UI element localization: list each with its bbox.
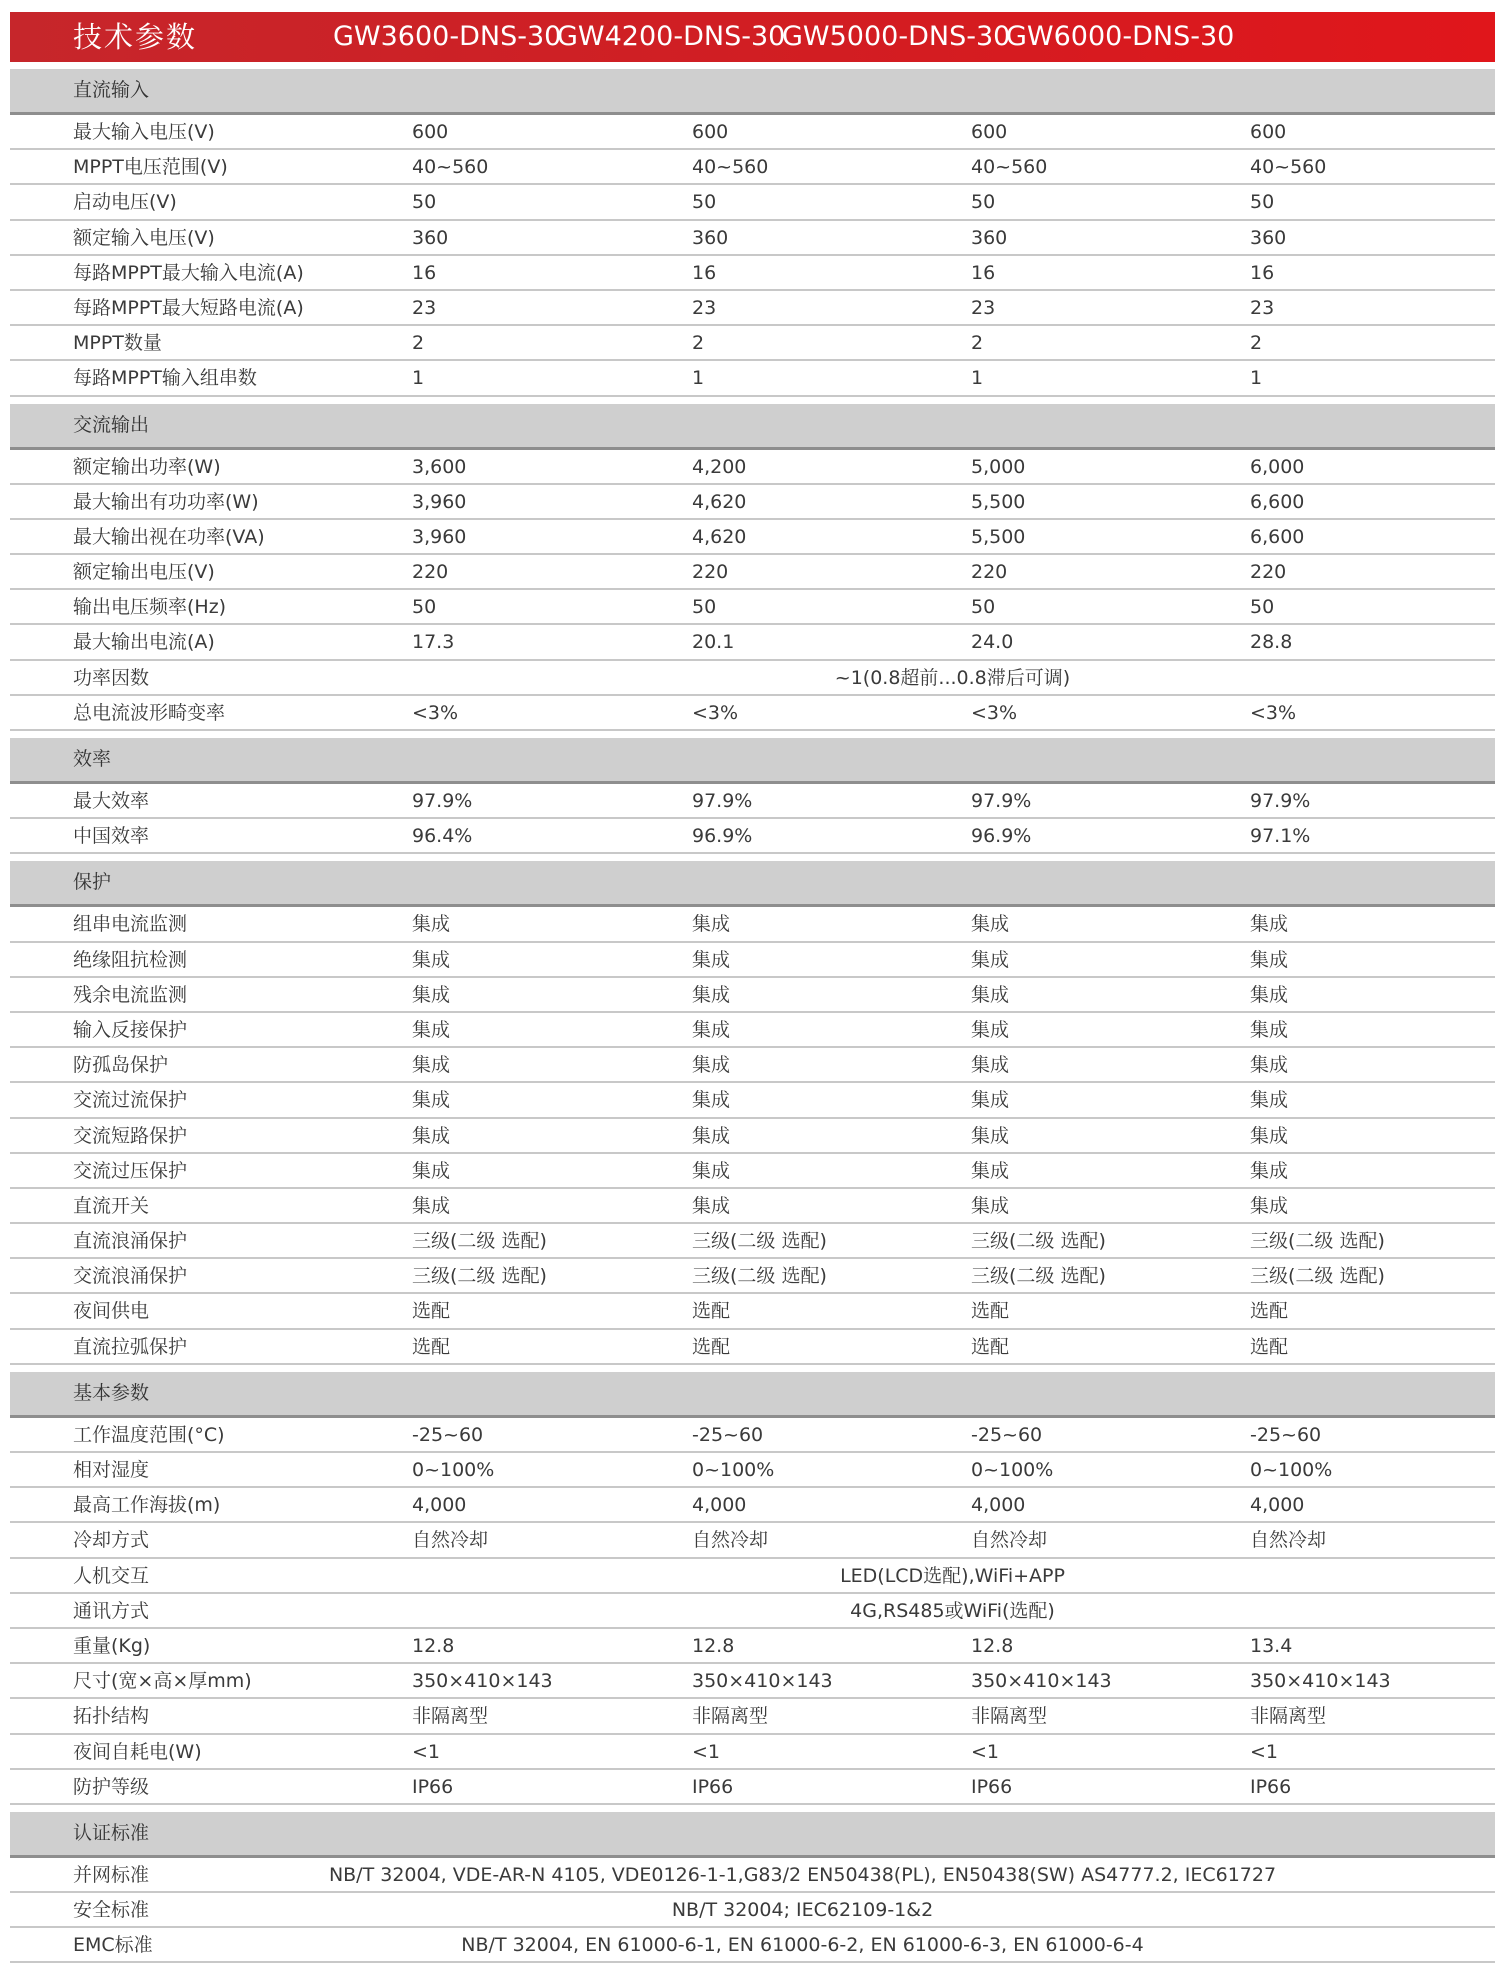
spec-label: 启动电压(V): [73, 191, 177, 214]
spec-value-model-3: 12.8: [971, 1634, 1014, 1657]
spec-label: 额定输出功率(W): [73, 455, 221, 478]
spec-value-model-1: 集成: [412, 983, 451, 1006]
spec-label: 夜间供电: [73, 1300, 150, 1323]
spec-value-model-3: <3%: [971, 701, 1018, 724]
spec-value-model-4: 1: [1250, 367, 1263, 390]
section-header: [10, 1372, 1495, 1418]
spec-row: [10, 784, 1495, 819]
spec-label: 并网标准: [73, 1863, 150, 1886]
spec-value-model-1: 3,960: [412, 490, 467, 513]
spec-value-model-1: 集成: [412, 1018, 451, 1041]
spec-value-model-4: 集成: [1250, 948, 1289, 971]
spec-value-model-4: 集成: [1250, 1054, 1289, 1077]
spec-value-model-2: 0~100%: [692, 1459, 775, 1481]
spec-value-model-1: <3%: [412, 701, 459, 724]
spec-value-model-4: -25~60: [1250, 1423, 1322, 1446]
spec-label: 每路MPPT输入组串数: [73, 367, 257, 390]
spec-value-model-4: 50: [1250, 191, 1275, 214]
model-header-4: GW6000-DNS-30: [1006, 21, 1235, 52]
spec-value-model-4: 2: [1250, 332, 1263, 355]
spec-label: 直流开关: [73, 1194, 150, 1217]
spec-value-model-3: 非隔离型: [971, 1705, 1048, 1728]
spec-label: 最大输出电流(A): [73, 631, 215, 654]
spec-row: [10, 1858, 1495, 1893]
spec-value-model-1: 自然冷却: [412, 1529, 489, 1552]
spec-label: 安全标准: [73, 1899, 150, 1922]
spec-label: 直流浪涌保护: [73, 1230, 188, 1253]
spec-label: 重量(Kg): [73, 1634, 151, 1657]
spec-row: [10, 696, 1495, 731]
spec-label: MPPT数量: [73, 332, 162, 355]
spec-row: [10, 1294, 1495, 1329]
model-header-2: GW4200-DNS-30: [557, 21, 786, 52]
spec-row: [10, 361, 1495, 396]
spec-row: [10, 1523, 1495, 1558]
page-title: 技术参数: [73, 20, 198, 54]
section-header: [10, 404, 1495, 450]
spec-label: 最大输入电压(V): [73, 121, 215, 143]
spec-value-model-3: 97.9%: [971, 790, 1032, 812]
spec-label: 每路MPPT最大输入电流(A): [73, 261, 304, 284]
spec-row: [10, 485, 1495, 520]
spec-value-model-1: -25~60: [412, 1423, 484, 1446]
spec-value-model-2: 350×410×143: [692, 1670, 833, 1693]
spec-value-model-1: 3,600: [412, 455, 467, 478]
spec-label: 最大效率: [73, 790, 150, 812]
spec-value-model-3: 360: [971, 226, 1008, 249]
spec-value-model-1: 集成: [412, 1089, 451, 1112]
spec-value-model-2: 集成: [692, 913, 731, 936]
spec-value-model-3: 16: [971, 261, 996, 284]
spec-value-model-3: 5,500: [971, 525, 1026, 548]
spec-value-all-models: ~1(0.8超前...0.8滞后可调): [834, 666, 1071, 689]
spec-value-model-2: 600: [692, 121, 729, 143]
spec-value-model-3: 96.9%: [971, 825, 1032, 848]
spec-label: 组串电流监测: [73, 913, 188, 936]
spec-value-model-1: 选配: [412, 1335, 451, 1358]
spec-value-model-4: <1: [1250, 1740, 1279, 1763]
spec-value-model-2: 4,620: [692, 490, 747, 513]
spec-value-model-4: 集成: [1250, 1018, 1289, 1041]
spec-value-model-1: 集成: [412, 1054, 451, 1077]
spec-value-model-1: 23: [412, 296, 437, 319]
spec-value-all-models: NB/T 32004, VDE-AR-N 4105, VDE0126-1-1,G83/2 EN50438(PL), EN50438(SW) AS4777.2, IEC61727: [328, 1863, 1277, 1886]
spec-value-model-3: 4,000: [971, 1494, 1026, 1517]
spec-label: 防孤岛保护: [73, 1054, 169, 1077]
spec-row: [10, 819, 1495, 854]
spec-value-all-models: 4G,RS485或WiFi(选配): [850, 1599, 1055, 1622]
spec-value-model-4: 360: [1250, 226, 1287, 249]
spec-label: 防护等级: [73, 1775, 150, 1798]
spec-row: [10, 1259, 1495, 1294]
spec-value-model-4: 6,600: [1250, 525, 1305, 548]
spec-value-model-2: 97.9%: [692, 790, 753, 812]
spec-value-model-4: 350×410×143: [1250, 1670, 1391, 1693]
spec-row: [10, 326, 1495, 361]
spec-value-model-1: 40~560: [412, 156, 489, 179]
model-header-1: GW3600-DNS-30: [333, 21, 562, 52]
spec-value-model-4: 三级(二级 选配): [1250, 1230, 1385, 1253]
spec-label: 直流拉弧保护: [73, 1335, 188, 1358]
spec-label: 功率因数: [73, 666, 150, 689]
spec-value-model-4: <3%: [1250, 701, 1297, 724]
spec-label: 最大输出有功功率(W): [73, 490, 259, 513]
spec-value-model-2: 集成: [692, 1124, 731, 1147]
spec-value-model-2: 23: [692, 296, 717, 319]
spec-row: [10, 1453, 1495, 1488]
section-header: [10, 69, 1495, 115]
spec-value-model-3: 集成: [971, 1089, 1010, 1112]
spec-value-model-4: 选配: [1250, 1300, 1289, 1323]
spec-label: 相对湿度: [73, 1459, 150, 1481]
spec-row: [10, 1048, 1495, 1083]
spec-value-model-1: 2: [412, 332, 425, 355]
spec-row: [10, 1488, 1495, 1523]
spec-value-model-1: 三级(二级 选配): [412, 1265, 547, 1288]
spec-value-model-4: 97.1%: [1250, 825, 1311, 848]
spec-value-model-1: 360: [412, 226, 449, 249]
spec-label: 中国效率: [73, 825, 150, 848]
spec-value-model-1: 集成: [412, 1194, 451, 1217]
spec-value-model-3: 5,000: [971, 455, 1026, 478]
spec-row: [10, 943, 1495, 978]
spec-value-model-1: 集成: [412, 1159, 451, 1182]
spec-row: [10, 978, 1495, 1013]
spec-label: 拓扑结构: [73, 1705, 150, 1728]
spec-value-model-4: 50: [1250, 596, 1275, 619]
spec-value-model-2: 40~560: [692, 156, 769, 179]
spec-value-model-2: 4,620: [692, 525, 747, 548]
spec-value-model-4: 集成: [1250, 1089, 1289, 1112]
spec-row: [10, 1699, 1495, 1734]
spec-value-model-1: 97.9%: [412, 790, 473, 812]
spec-value-model-3: 自然冷却: [971, 1529, 1048, 1552]
spec-value-model-1: 集成: [412, 1124, 451, 1147]
spec-value-model-2: 集成: [692, 948, 731, 971]
spec-value-model-3: 集成: [971, 983, 1010, 1006]
spec-value-model-2: <1: [692, 1740, 721, 1763]
spec-value-model-1: 50: [412, 596, 437, 619]
spec-row: [10, 1154, 1495, 1189]
spec-value-model-3: 三级(二级 选配): [971, 1230, 1106, 1253]
spec-row: [10, 1928, 1495, 1963]
spec-value-model-3: 选配: [971, 1300, 1010, 1323]
spec-value-model-4: 97.9%: [1250, 790, 1311, 812]
spec-row: [10, 1664, 1495, 1699]
spec-value-model-4: 16: [1250, 261, 1275, 284]
section-title: 交流输出: [73, 413, 150, 436]
spec-value-model-2: 50: [692, 191, 717, 214]
spec-row: [10, 1629, 1495, 1664]
spec-value-model-3: 220: [971, 561, 1008, 584]
spec-value-model-4: 自然冷却: [1250, 1529, 1327, 1552]
spec-value-model-4: 6,000: [1250, 455, 1305, 478]
spec-value-all-models: LED(LCD选配),WiFi+APP: [840, 1564, 1065, 1587]
spec-value-model-2: 自然冷却: [692, 1529, 769, 1552]
spec-value-model-2: 集成: [692, 1194, 731, 1217]
spec-label: EMC标准: [73, 1934, 153, 1957]
spec-row: [10, 291, 1495, 326]
spec-value-model-1: 17.3: [412, 631, 455, 654]
spec-value-model-1: 0~100%: [412, 1459, 495, 1481]
spec-row: [10, 625, 1495, 660]
spec-value-model-2: 集成: [692, 983, 731, 1006]
spec-value-model-3: 集成: [971, 1194, 1010, 1217]
spec-value-model-4: 非隔离型: [1250, 1705, 1327, 1728]
spec-value-model-1: 集成: [412, 913, 451, 936]
spec-value-model-3: 50: [971, 191, 996, 214]
spec-value-model-3: 集成: [971, 1018, 1010, 1041]
spec-row: [10, 520, 1495, 555]
spec-value-model-3: 1: [971, 367, 984, 390]
spec-label: 总电流波形畸变率: [73, 701, 226, 724]
section-title: 效率: [73, 748, 112, 770]
spec-row: [10, 1735, 1495, 1770]
section-title: 基本参数: [73, 1381, 150, 1404]
spec-value-model-3: 40~560: [971, 156, 1048, 179]
spec-value-model-1: 50: [412, 191, 437, 214]
spec-value-model-3: 350×410×143: [971, 1670, 1112, 1693]
spec-value-model-4: 23: [1250, 296, 1275, 319]
spec-row: [10, 1770, 1495, 1805]
spec-row: [10, 1119, 1495, 1154]
spec-value-model-2: 96.9%: [692, 825, 753, 848]
spec-value-model-1: IP66: [412, 1775, 454, 1798]
spec-value-model-4: 集成: [1250, 1159, 1289, 1182]
spec-value-model-2: 360: [692, 226, 729, 249]
spec-value-model-2: 集成: [692, 1054, 731, 1077]
spec-value-model-3: 三级(二级 选配): [971, 1265, 1106, 1288]
spec-value-model-4: 6,600: [1250, 490, 1305, 513]
spec-value-model-3: 0~100%: [971, 1459, 1054, 1481]
spec-label: 交流浪涌保护: [73, 1265, 188, 1288]
spec-value-model-1: 600: [412, 121, 449, 143]
spec-value-model-3: 集成: [971, 1054, 1010, 1077]
spec-value-model-4: 三级(二级 选配): [1250, 1265, 1385, 1288]
spec-value-model-1: 3,960: [412, 525, 467, 548]
spec-value-model-4: 40~560: [1250, 156, 1327, 179]
spec-value-all-models: NB/T 32004, EN 61000-6-1, EN 61000-6-2, EN 61000-6-3, EN 61000-6-4: [461, 1934, 1144, 1957]
spec-row: [10, 150, 1495, 185]
section-header: [10, 1812, 1495, 1858]
spec-value-model-2: 16: [692, 261, 717, 284]
spec-value-model-3: 24.0: [971, 631, 1014, 654]
spec-value-model-2: 三级(二级 选配): [692, 1265, 827, 1288]
spec-value-model-2: 集成: [692, 1159, 731, 1182]
spec-value-model-4: 28.8: [1250, 631, 1293, 654]
spec-value-model-2: 2: [692, 332, 705, 355]
spec-label: 输出电压频率(Hz): [73, 596, 227, 619]
spec-label: 绝缘阻抗检测: [73, 948, 188, 971]
spec-value-model-3: 集成: [971, 948, 1010, 971]
spec-label: 冷却方式: [73, 1529, 150, 1552]
spec-value-model-1: 350×410×143: [412, 1670, 553, 1693]
spec-value-model-1: 集成: [412, 948, 451, 971]
spec-value-model-4: 集成: [1250, 1124, 1289, 1147]
spec-label: 交流过流保护: [73, 1089, 188, 1112]
spec-value-model-2: 1: [692, 367, 705, 390]
spec-value-model-2: 非隔离型: [692, 1705, 769, 1728]
spec-row: [10, 555, 1495, 590]
spec-row: [10, 907, 1495, 942]
spec-label: MPPT电压范围(V): [73, 156, 228, 179]
section-header: [10, 861, 1495, 907]
spec-row: [10, 1013, 1495, 1048]
spec-value-model-2: 集成: [692, 1089, 731, 1112]
spec-value-model-3: -25~60: [971, 1423, 1043, 1446]
spec-value-model-4: 选配: [1250, 1335, 1289, 1358]
spec-value-model-1: 220: [412, 561, 449, 584]
spec-value-model-3: 600: [971, 121, 1008, 143]
spec-value-model-2: 三级(二级 选配): [692, 1230, 827, 1253]
spec-value-model-3: 5,500: [971, 490, 1026, 513]
spec-row: [10, 221, 1495, 256]
spec-value-model-4: 集成: [1250, 913, 1289, 936]
spec-row: [10, 1418, 1495, 1453]
spec-value-model-2: 50: [692, 596, 717, 619]
spec-row: [10, 115, 1495, 150]
spec-label: 交流短路保护: [73, 1124, 188, 1147]
spec-value-model-2: 20.1: [692, 631, 735, 654]
spec-value-model-4: 13.4: [1250, 1634, 1293, 1657]
section-title: 认证标准: [73, 1821, 150, 1844]
spec-value-model-3: 集成: [971, 1124, 1010, 1147]
spec-row: [10, 1559, 1495, 1594]
header-bar: [10, 12, 1495, 62]
spec-value-model-2: 220: [692, 561, 729, 584]
spec-value-model-1: 1: [412, 367, 425, 390]
spec-value-model-4: 集成: [1250, 1194, 1289, 1217]
spec-value-model-1: 16: [412, 261, 437, 284]
spec-row: [10, 661, 1495, 696]
spec-value-model-3: IP66: [971, 1775, 1013, 1798]
spec-value-all-models: NB/T 32004; IEC62109-1&2: [671, 1899, 934, 1922]
spec-sections: [10, 69, 1495, 1963]
spec-value-model-4: 600: [1250, 121, 1287, 143]
spec-label: 工作温度范围(°C): [73, 1423, 225, 1446]
spec-value-model-3: 23: [971, 296, 996, 319]
spec-label: 人机交互: [73, 1564, 150, 1587]
spec-value-model-1: 三级(二级 选配): [412, 1230, 547, 1253]
spec-row: [10, 1224, 1495, 1259]
spec-value-model-4: IP66: [1250, 1775, 1292, 1798]
spec-label: 夜间自耗电(W): [73, 1740, 202, 1763]
section-title: 直流输入: [73, 79, 150, 101]
spec-row: [10, 1893, 1495, 1928]
spec-value-model-1: 选配: [412, 1300, 451, 1323]
spec-value-model-2: 选配: [692, 1335, 731, 1358]
spec-row: [10, 256, 1495, 291]
spec-label: 额定输出电压(V): [73, 561, 215, 584]
spec-sheet: [10, 12, 1495, 1963]
spec-value-model-2: -25~60: [692, 1423, 764, 1446]
spec-row: [10, 590, 1495, 625]
spec-value-model-4: 4,000: [1250, 1494, 1305, 1517]
spec-label: 每路MPPT最大短路电流(A): [73, 296, 304, 319]
spec-row: [10, 1189, 1495, 1224]
model-header-3: GW5000-DNS-30: [782, 21, 1011, 52]
spec-value-model-3: 集成: [971, 913, 1010, 936]
spec-value-model-4: 0~100%: [1250, 1459, 1333, 1481]
spec-row: [10, 1330, 1495, 1365]
spec-label: 残余电流监测: [73, 983, 188, 1006]
spec-value-model-2: IP66: [692, 1775, 734, 1798]
spec-label: 通讯方式: [73, 1599, 150, 1622]
spec-label: 输入反接保护: [73, 1018, 188, 1041]
spec-value-model-2: 集成: [692, 1018, 731, 1041]
section-header: [10, 738, 1495, 784]
spec-label: 最大输出视在功率(VA): [73, 525, 265, 548]
spec-value-model-2: 选配: [692, 1300, 731, 1323]
spec-label: 尺寸(宽×高×厚mm): [73, 1670, 252, 1693]
spec-value-model-3: 集成: [971, 1159, 1010, 1182]
spec-value-model-2: 12.8: [692, 1634, 735, 1657]
spec-value-model-3: <1: [971, 1740, 1000, 1763]
spec-row: [10, 1083, 1495, 1118]
spec-value-model-1: 4,000: [412, 1494, 467, 1517]
spec-value-model-1: 12.8: [412, 1634, 455, 1657]
spec-value-model-2: <3%: [692, 701, 739, 724]
spec-value-model-4: 集成: [1250, 983, 1289, 1006]
spec-row: [10, 1594, 1495, 1629]
section-title: 保护: [73, 871, 112, 894]
spec-value-model-3: 选配: [971, 1335, 1010, 1358]
spec-value-model-3: 2: [971, 332, 984, 355]
spec-value-model-1: 非隔离型: [412, 1705, 489, 1728]
spec-value-model-1: 96.4%: [412, 825, 473, 848]
spec-label: 交流过压保护: [73, 1159, 188, 1182]
spec-value-model-2: 4,200: [692, 455, 747, 478]
spec-label: 额定输入电压(V): [73, 226, 215, 249]
spec-value-model-3: 50: [971, 596, 996, 619]
spec-label: 最高工作海拔(m): [73, 1494, 221, 1517]
spec-value-model-1: <1: [412, 1740, 441, 1763]
spec-row: [10, 185, 1495, 220]
spec-row: [10, 450, 1495, 485]
spec-value-model-4: 220: [1250, 561, 1287, 584]
spec-value-model-2: 4,000: [692, 1494, 747, 1517]
